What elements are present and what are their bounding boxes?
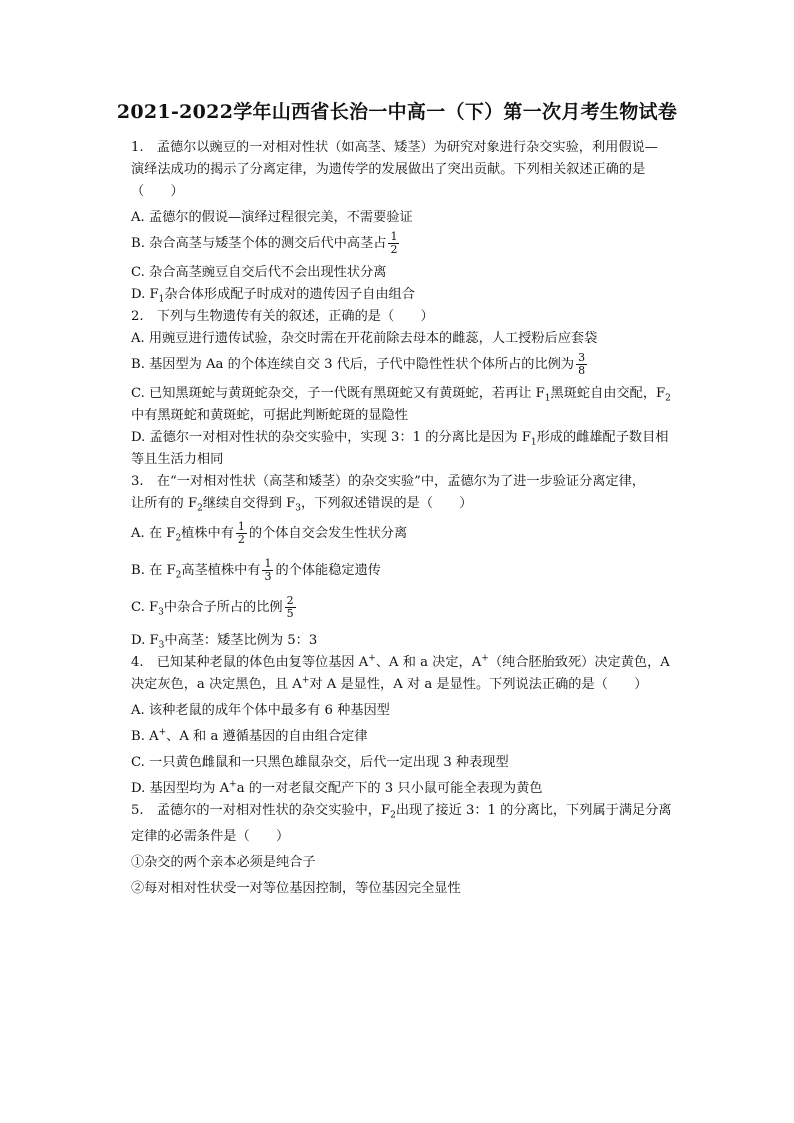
text: 中高茎：矮茎比例为 5：3 — [164, 633, 318, 648]
q3-option-a-fraction — [236, 521, 247, 546]
text: 5. 孟德尔的一对相对性状的杂交实验中，F — [131, 803, 391, 818]
subscript: 2 — [390, 810, 396, 821]
subscript: 2 — [175, 533, 182, 544]
subscript: 3 — [295, 503, 302, 514]
q1-option-c: C. 杂合高茎豌豆自交后代不会出现性状分离 — [131, 265, 387, 280]
fraction-numerator: 3 — [578, 351, 586, 364]
text: 植株中有 — [181, 526, 234, 541]
text: 黑斑蛇自由交配，F — [550, 386, 666, 401]
text: 对 A 是显性，A 对 a 是显性。下列说法正确的是（ ） — [309, 677, 648, 692]
q3-option-b-fraction — [262, 558, 273, 583]
q1-option-b-text: B. 杂合高茎与矮茎个体的测交后代中高茎占 — [131, 236, 387, 251]
text: 中杂合子所占的比例 — [163, 600, 283, 615]
fraction-denominator: 5 — [286, 607, 294, 620]
q3-stem-line-2 — [131, 493, 691, 515]
q5-stem-line-1 — [131, 800, 691, 822]
q4-stem-line-1 — [131, 652, 691, 674]
questions — [131, 137, 691, 900]
q1-stem-line-2: 演绎法成功的揭示了分离定律，为遗传学的发展做出了突出贡献。下列相关叙述正确的是 — [131, 162, 646, 177]
q5-item-1: ①杂交的两个亲本必须是纯合子 — [131, 855, 316, 870]
text: 杂合体形成配子时成对的遗传因子自由组合 — [164, 287, 415, 302]
text: D. 基因型均为 A — [131, 781, 230, 796]
q1-option-b-fraction — [388, 231, 399, 256]
subscript: 2 — [665, 393, 671, 404]
q1-option-d — [131, 284, 691, 306]
q2-stem: 2. 下列与生物遗传有关的叙述，正确的是（ ） — [131, 309, 434, 324]
superscript: + — [229, 779, 237, 790]
text: 让所有的 F — [131, 496, 198, 511]
question-2 — [131, 306, 691, 471]
q3-option-a — [131, 519, 691, 548]
text: D. F — [131, 287, 159, 302]
subscript: 2 — [175, 570, 182, 581]
q1-option-b — [131, 229, 691, 258]
text: D. 孟德尔一对相对性状的杂交实验中，实现 3：1 的分离比是因为 F — [131, 430, 531, 445]
text: 、A 和 a 遵循基因的自由组合定律 — [166, 729, 368, 744]
text: C. 已知黑斑蛇与黄斑蛇杂交，子一代既有黑斑蛇又有黄斑蛇，若再让 F — [131, 386, 545, 401]
fraction-denominator: 3 — [264, 570, 272, 583]
fraction-denominator: 2 — [237, 533, 245, 546]
text: 、A 和 a 决定，A — [375, 655, 482, 670]
text: D. F — [131, 633, 159, 648]
fraction-denominator: 2 — [390, 243, 398, 256]
q4-stem-line-2 — [131, 674, 691, 696]
superscript: + — [368, 653, 376, 664]
q4-option-b — [131, 726, 691, 748]
q3-option-c — [131, 593, 691, 622]
fraction-denominator: 8 — [578, 364, 586, 377]
q2-option-d-line-1 — [131, 427, 691, 449]
text: 高茎植株中有 — [181, 563, 261, 578]
fraction-numerator: 1 — [390, 230, 398, 243]
q5-item-2: ②每对相对性状受一对等位基因控制，等位基因完全显性 — [131, 881, 461, 896]
subscript: 1 — [544, 393, 551, 404]
text: ，下列叙述错误的是（ ） — [301, 496, 473, 511]
q3-option-b — [131, 556, 691, 585]
question-4 — [131, 652, 691, 800]
q4-option-d — [131, 778, 691, 800]
q2-option-a: A. 用豌豆进行遗传试验，杂交时需在开花前除去母本的雌蕊，人工授粉后应套袋 — [131, 331, 598, 346]
text: （纯合胚胎致死）决定黄色，A — [488, 655, 670, 670]
fraction-numerator: 2 — [286, 594, 294, 607]
subscript: 1 — [530, 437, 537, 448]
q1-option-a: A. 孟德尔的假说—演绎过程很完美，不需要验证 — [131, 210, 413, 225]
text: C. F — [131, 600, 159, 615]
q3-stem-line-1: 3. 在“一对相对性状（高茎和矮茎）的杂交实验”中，孟德尔为了进一步验证分离定律， — [131, 474, 645, 489]
subscript: 1 — [158, 294, 165, 305]
page-title: 2021-2022学年山西省长治一中高一（下）第一次月考生物试卷 — [116, 101, 678, 123]
q2-option-c-line-2: 中有黑斑蛇和黄斑蛇，可据此判断蛇斑的显隐性 — [131, 408, 408, 423]
subscript: 2 — [197, 503, 203, 514]
text: B. A — [131, 729, 159, 744]
text: 形成的雌雄配子数目相 — [536, 430, 669, 445]
text: a 的一对老鼠交配产下的 3 只小鼠可能全表现为黄色 — [236, 781, 543, 796]
q2-option-b-fraction — [576, 352, 587, 377]
text: 4. 已知某种老鼠的体色由复等位基因 A — [131, 655, 369, 670]
text: 决定灰色，a 决定黑色，且 A — [131, 677, 302, 692]
q4-option-a: A. 该种老鼠的成年个体中最多有 6 种基因型 — [131, 703, 390, 718]
subscript: 3 — [158, 640, 165, 651]
question-5 — [131, 800, 691, 900]
question-3 — [131, 471, 691, 652]
subscript: 3 — [158, 607, 164, 618]
q2-option-b-text: B. 基因型为 Aa 的个体连续自交 3 代后，子代中隐性性状个体所占的比例为 — [131, 357, 575, 372]
text: 出现了接近 3：1 的分离比，下列属于满足分离 — [395, 803, 672, 818]
q1-stem-line-1: 1. 孟德尔以豌豆的一对相对性状（如高茎、矮茎）为研究对象进行杂交实验，利用假说— — [131, 140, 658, 155]
text: 的个体能稳定遗传 — [275, 563, 381, 578]
text: 继续自交得到 F — [202, 496, 296, 511]
q2-option-c-line-1 — [131, 383, 691, 405]
text: 的个体自交会发生性状分离 — [248, 526, 408, 541]
text: B. 在 F — [131, 563, 176, 578]
superscript: + — [481, 653, 489, 664]
q1-stem-line-3: （ ） — [131, 184, 184, 199]
question-1 — [131, 137, 691, 306]
q3-option-c-fraction — [285, 595, 296, 620]
q2-option-d-line-2: 等且生活力相同 — [131, 452, 224, 467]
q4-option-c: C. 一只黄色雌鼠和一只黑色雄鼠杂交，后代一定出现 3 种表现型 — [131, 755, 509, 770]
superscript: + — [158, 727, 167, 738]
q5-stem-line-2: 定律的必需条件是（ ） — [131, 829, 290, 844]
fraction-numerator: 1 — [264, 557, 272, 570]
superscript: + — [301, 675, 310, 686]
q2-option-b — [131, 350, 691, 379]
fraction-numerator: 1 — [237, 520, 245, 533]
q3-option-d — [131, 630, 691, 652]
text: A. 在 F — [131, 526, 176, 541]
